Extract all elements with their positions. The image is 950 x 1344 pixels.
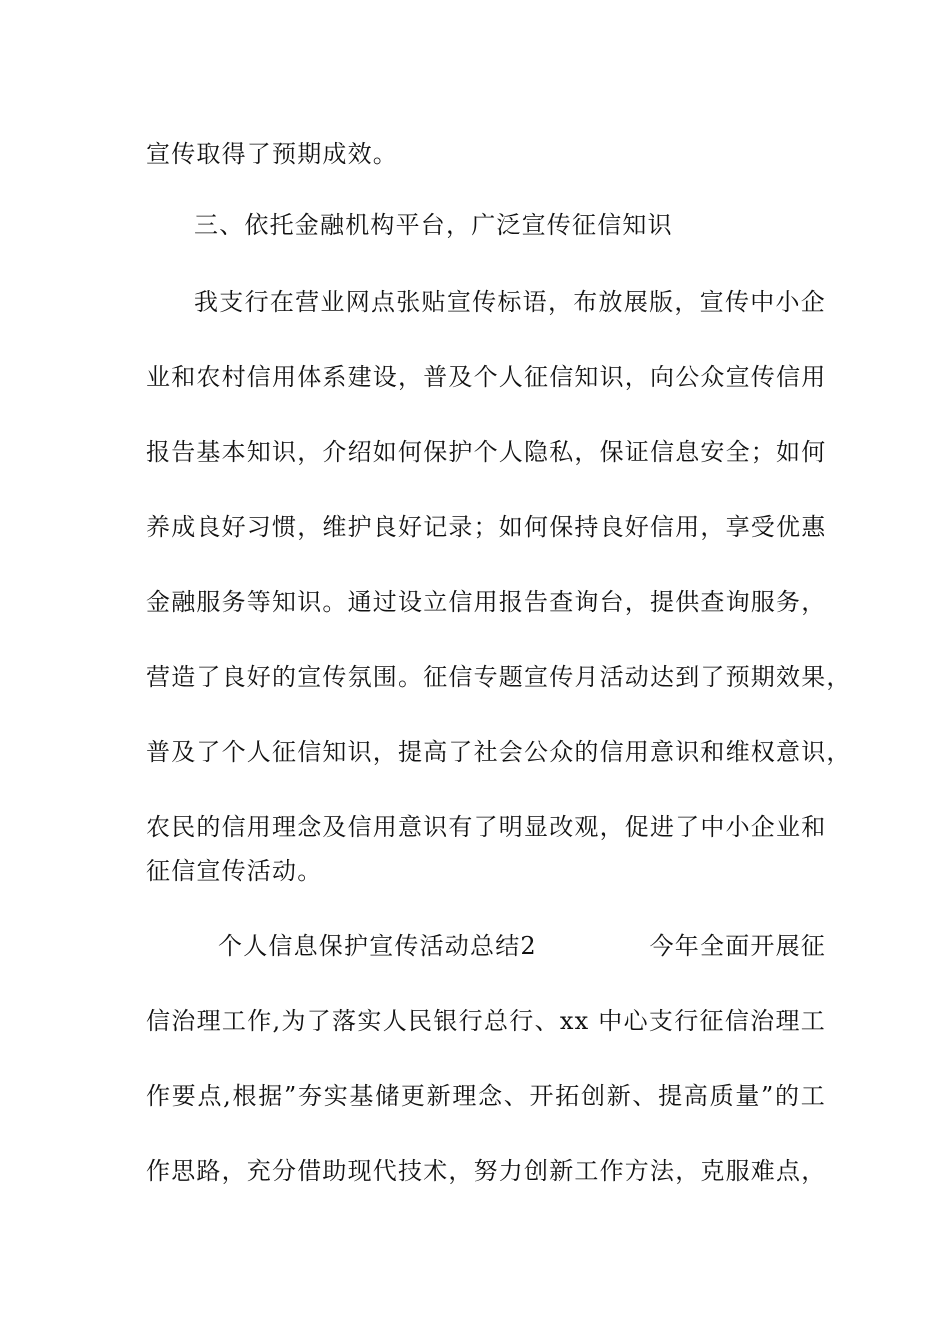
text-line: 信治理工作,为了落实人民银行总行、xx 中心支行征信治理工 — [146, 1007, 826, 1035]
text-line: 作要点,根据”夯实基储更新理念、开拓创新、提高质量”的工 — [146, 1082, 826, 1110]
text-line: 作思路，充分借助现代技术，努力创新工作方法，克服难点， — [146, 1157, 827, 1185]
text-line: 普及了个人征信知识，提高了社会公众的信用意识和维权意识， — [146, 738, 852, 766]
section-title: 个人信息保护宣传活动总结2 — [218, 932, 537, 960]
text-line: 金融服务等知识。通过设立信用报告查询台，提供查询服务， — [146, 588, 827, 616]
text-line: 宣传取得了预期成效。 — [146, 140, 398, 168]
text-line: 养成良好习惯，维护良好记录；如何保持良好信用，享受优惠 — [146, 513, 827, 541]
section-heading: 三、依托金融机构平台，广泛宣传征信知识 — [194, 211, 673, 239]
text-line: 业和农村信用体系建设，普及个人征信知识，向公众宣传信用 — [146, 363, 827, 391]
text-line: 我支行在营业网点张贴宣传标语，布放展版，宣传中小企 — [194, 288, 826, 316]
text-line: 今年全面开展征 — [649, 932, 826, 960]
text-line: 农民的信用理念及信用意识有了明显改观，促进了中小企业和 — [146, 813, 827, 841]
text-line: 征信宣传活动。 — [146, 857, 323, 885]
text-line: 营造了良好的宣传氛围。征信专题宣传月活动达到了预期效果， — [146, 663, 852, 691]
text-line: 报告基本知识，介绍如何保护个人隐私，保证信息安全；如何 — [146, 438, 827, 466]
